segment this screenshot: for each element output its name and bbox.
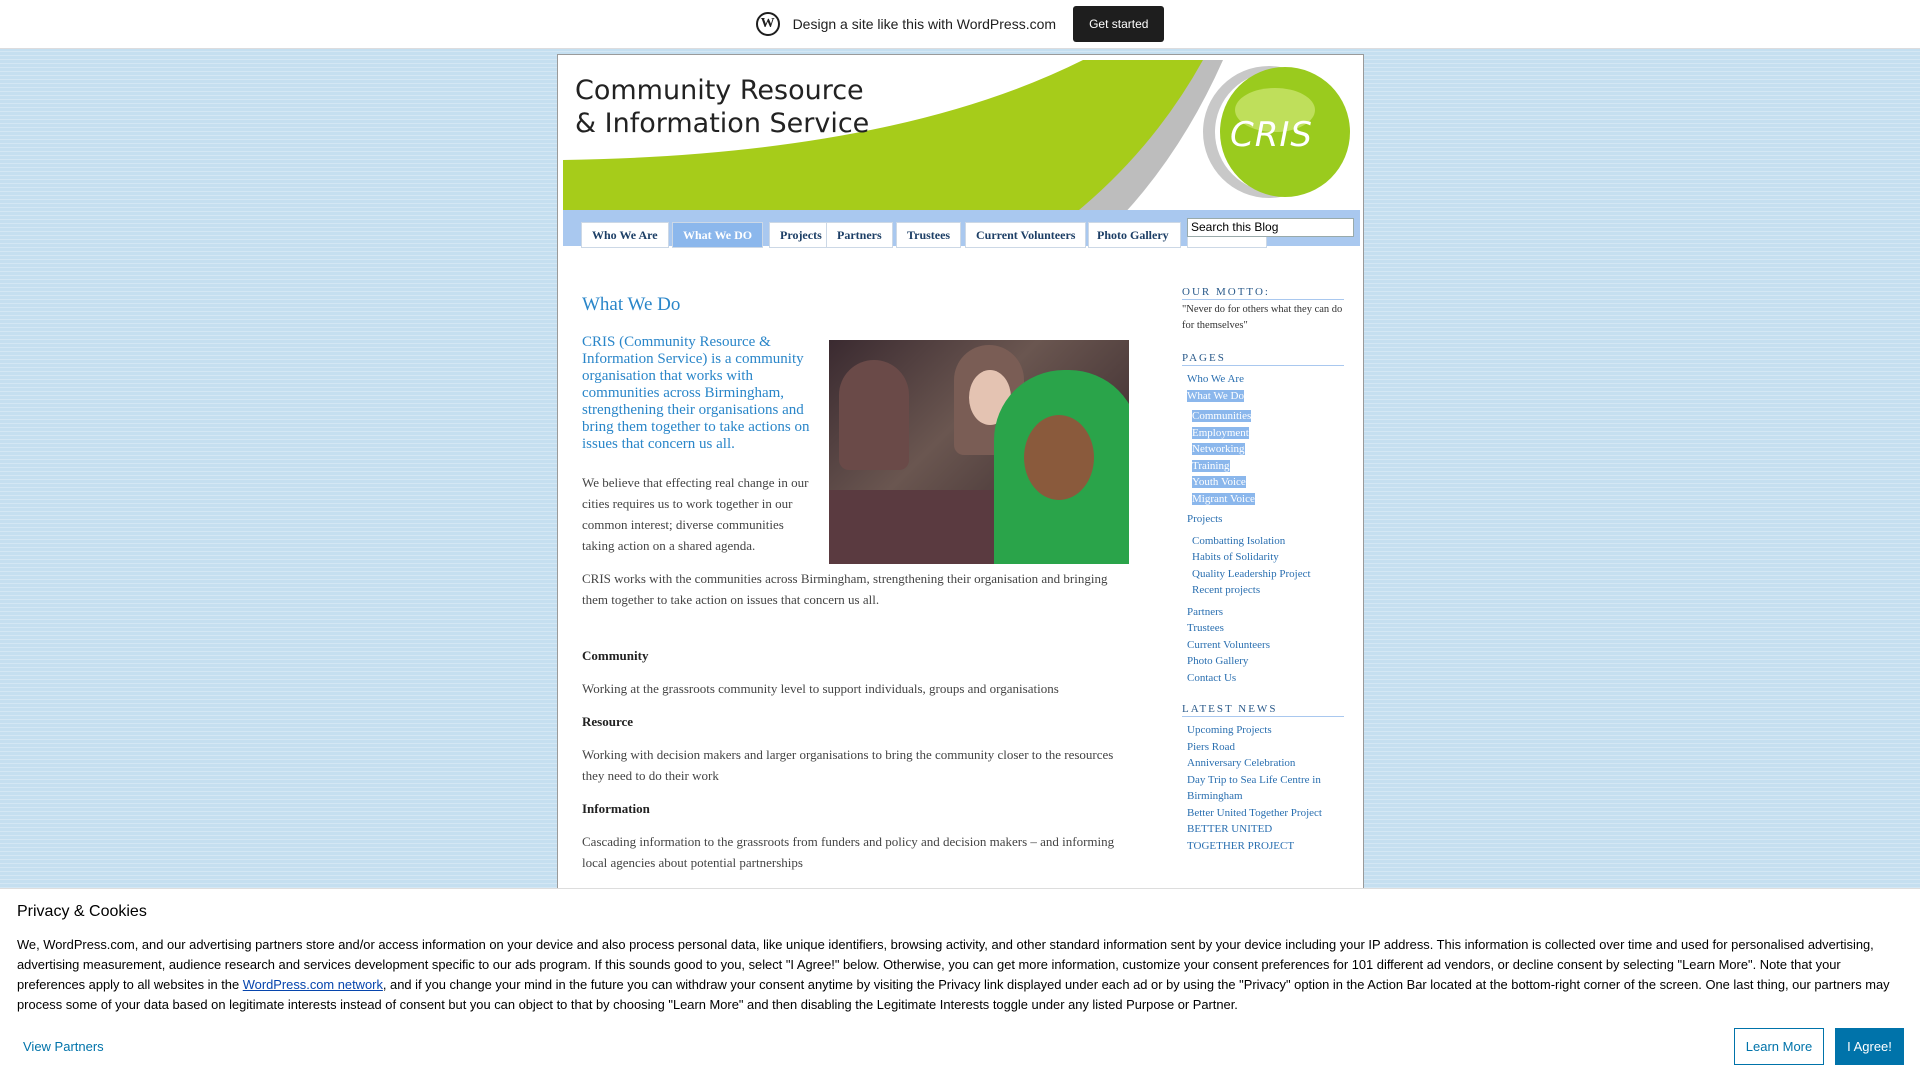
cris-logo[interactable]: CRIS bbox=[1230, 115, 1313, 155]
sidebar-link-communities[interactable] bbox=[1192, 408, 1344, 425]
sidebar-link-label: What We Do bbox=[1187, 389, 1244, 402]
tab-partners[interactable]: Partners bbox=[826, 222, 893, 248]
cookie-text: We, WordPress.com, and our advertising partners store and/or access information on your device and also process personal data, like unique identifiers, browsing activity, and other standard information sent by your device including your IP address. This information is collected over time and used for personalised advertising, advertising measurement, audience research and services development specific to our ads program. If this sounds good to you, select "I Agree!" below. Otherwise, you can get more information, customize your consent preferences for 101 different ad vendors, or decline consent by selecting "Learn More". Note that your preferences apply to all websites in the bbox=[17, 937, 1874, 992]
sidebar-link-current-volunteers[interactable]: Current Volunteers bbox=[1187, 638, 1270, 651]
wordpress-logo-icon[interactable]: W bbox=[756, 12, 780, 36]
sidebar-link-quality-leadership[interactable]: Quality Leadership Project bbox=[1192, 567, 1311, 580]
latest-news-heading: LATEST NEWS bbox=[1182, 703, 1344, 717]
photo-foreground bbox=[829, 490, 994, 564]
post-paragraph: CRIS works with the communities across Birmingham, strengthening their organisation and bringing them together to take action on issues that concern us all. bbox=[582, 571, 1108, 607]
pages-list bbox=[1182, 371, 1344, 686]
view-partners-link[interactable]: View Partners bbox=[23, 1039, 104, 1054]
pages-heading: PAGES bbox=[1182, 352, 1344, 366]
site-title[interactable] bbox=[575, 74, 869, 140]
sidebar-link-recent-projects[interactable]: Recent projects bbox=[1192, 584, 1261, 596]
sidebar-link-photo-gallery[interactable]: Photo Gallery bbox=[1187, 655, 1249, 667]
cookie-consent-banner bbox=[0, 888, 1920, 1080]
get-started-button[interactable]: Get started bbox=[1073, 6, 1164, 42]
sidebar-link-migrant-voice[interactable] bbox=[1192, 491, 1344, 508]
sidebar-link-who-we-are[interactable]: Who We Are bbox=[1187, 373, 1244, 385]
sidebar bbox=[1182, 286, 1344, 854]
news-link[interactable]: Piers Road bbox=[1187, 740, 1235, 753]
news-link[interactable]: BETTER UNITED TOGETHER PROJECT bbox=[1187, 823, 1295, 852]
sidebar-link-partners[interactable]: Partners bbox=[1187, 605, 1224, 618]
community-photo[interactable] bbox=[829, 340, 1129, 564]
wordpress-promo-bar bbox=[0, 0, 1920, 49]
sidebar-link-contact-us[interactable]: Contact Us bbox=[1187, 671, 1237, 684]
main-nav bbox=[563, 210, 1360, 246]
news-link[interactable]: Upcoming Projects bbox=[1187, 724, 1272, 736]
motto-heading: OUR MOTTO: bbox=[1182, 286, 1344, 300]
tab-photo-gallery[interactable]: Photo Gallery bbox=[1088, 222, 1181, 248]
post-paragraph: We believe that effecting real change in our cities requires us to work together in our common interest; diverse communities taking action on a shared agenda. bbox=[582, 475, 809, 553]
post-title[interactable]: What We Do bbox=[582, 294, 681, 315]
photo-figure-1 bbox=[839, 360, 909, 470]
tab-trustees[interactable]: Trustees bbox=[896, 222, 961, 248]
wordpress-network-link[interactable]: WordPress.com network bbox=[242, 977, 383, 992]
news-link[interactable]: Better United Together Project bbox=[1187, 806, 1322, 819]
sidebar-link-projects[interactable]: Projects bbox=[1187, 513, 1223, 525]
sidebar-link-label: Employment bbox=[1192, 426, 1249, 439]
sidebar-link-label: Youth Voice bbox=[1192, 476, 1246, 488]
site-title-line1: Community Resource bbox=[575, 75, 864, 106]
sidebar-link-habits-of-solidarity[interactable]: Habits of Solidarity bbox=[1192, 551, 1279, 563]
news-list bbox=[1182, 722, 1322, 854]
sidebar-link-label: Training bbox=[1192, 459, 1230, 472]
section-text-information: Cascading information to the grassroots from funders and policy and decision makers – and informing local agencies about potential partnerships bbox=[582, 834, 1115, 870]
what-we-do-subpages bbox=[1187, 408, 1344, 507]
sidebar-link-training[interactable] bbox=[1192, 458, 1344, 475]
news-link[interactable]: Anniversary Celebration bbox=[1187, 757, 1296, 769]
site-title-line2: & Information Service bbox=[575, 108, 870, 139]
section-text-resource: Working with decision makers and larger organisations to bring the community closer to the resources they need to do their work bbox=[582, 747, 1114, 783]
post-intro: CRIS (Community Resource & Information Service) is a community organisation that works with communities across Birmingham, strengthening their organisations and bring them together to take actions on issues that concern us all. bbox=[582, 334, 810, 452]
sidebar-link-combatting-isolation[interactable]: Combatting Isolation bbox=[1192, 534, 1286, 547]
tab-what-we-do[interactable]: What We DO bbox=[672, 222, 763, 248]
cookie-body bbox=[17, 935, 1907, 1015]
motto-text: "Never do for others what they can do for themselves" bbox=[1182, 304, 1343, 331]
sidebar-link-label: Migrant Voice bbox=[1192, 492, 1255, 505]
sidebar-link-what-we-do[interactable] bbox=[1187, 388, 1344, 405]
sidebar-link-trustees[interactable]: Trustees bbox=[1187, 622, 1224, 634]
tab-who-we-are[interactable]: Who We Are bbox=[581, 222, 669, 248]
sidebar-link-label: Networking bbox=[1192, 443, 1245, 455]
tab-projects[interactable]: Projects bbox=[769, 222, 833, 248]
cookie-title: Privacy & Cookies bbox=[17, 903, 147, 920]
agree-button[interactable]: I Agree! bbox=[1835, 1028, 1904, 1065]
section-heading-resource: Resource bbox=[582, 714, 634, 729]
promo-text: Design a site like this with WordPress.com bbox=[792, 16, 1057, 32]
photo-face-3 bbox=[1024, 415, 1094, 500]
sidebar-link-label: Communities bbox=[1192, 410, 1252, 422]
projects-subpages bbox=[1187, 533, 1344, 599]
section-heading-information: Information bbox=[582, 801, 650, 816]
sidebar-link-networking[interactable] bbox=[1192, 441, 1344, 458]
sidebar-link-employment[interactable] bbox=[1192, 425, 1344, 442]
sidebar-link-youth-voice[interactable] bbox=[1192, 474, 1344, 491]
section-text-community: Working at the grassroots community level to support individuals, groups and organisations bbox=[582, 681, 1059, 696]
news-link[interactable]: Day Trip to Sea Life Centre in Birmingham bbox=[1187, 773, 1321, 802]
tab-current-volunteers[interactable]: Current Volunteers bbox=[965, 222, 1086, 248]
site-header bbox=[563, 60, 1360, 215]
search-input[interactable]: Search this Blog bbox=[1187, 218, 1354, 237]
learn-more-button[interactable]: Learn More bbox=[1734, 1028, 1824, 1065]
section-heading-community: Community bbox=[582, 648, 649, 663]
cookie-text: , and if you change your mind in the future you can withdraw your consent anytime by visiting the Privacy link displayed under each ad or by using the "Privacy" option in the Action Bar located at the bottom-right corner of the screen. One last thing, our partners may process some of your data based on legitimate interests instead of consent but you can object to that by choosing "Learn More" and then disabling the Legitimate Interests toggle under any listed Purpose or Partner. bbox=[17, 977, 1890, 1012]
